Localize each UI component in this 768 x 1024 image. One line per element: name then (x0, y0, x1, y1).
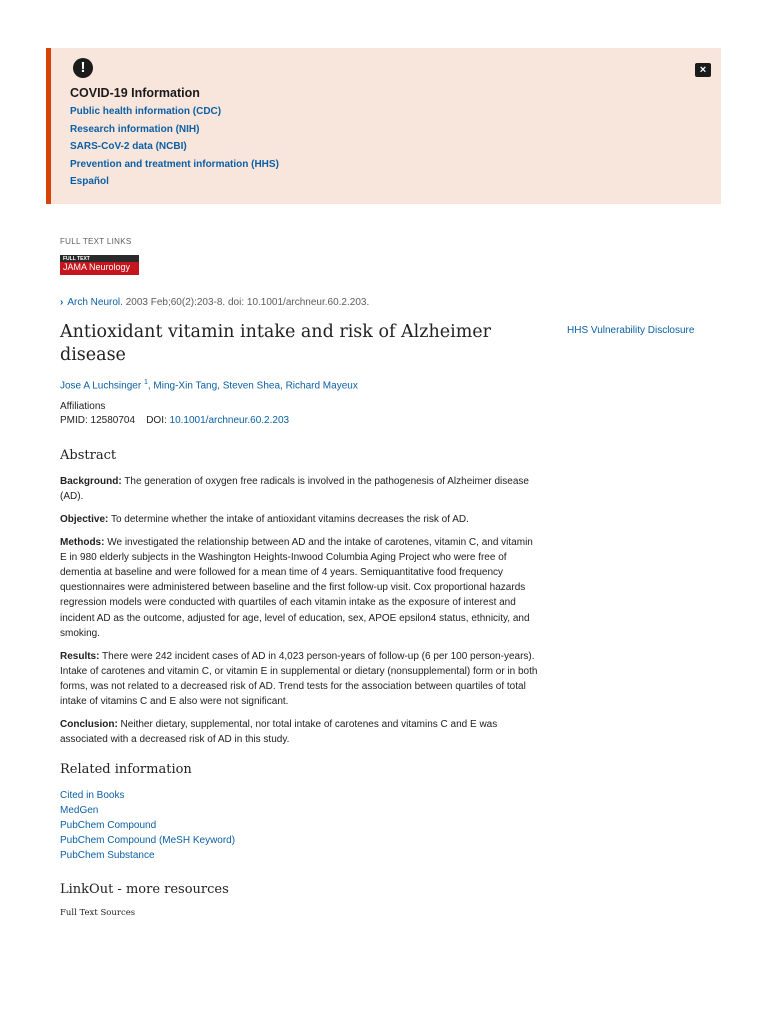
section-label: Methods: (60, 536, 105, 548)
section-text: There were 242 incident cases of AD in 4,023 person-years of follow-up (6 per 100 person-years). Intake of carotenes and vitamin C, or vitamin E in supplemental or dietary (nonsupplemental) form or in both forms, was not related to a decreased risk of AD. Trend tests for the association between quartiles of total intake of vitamins C and E also were not significant. (60, 650, 538, 708)
author-link[interactable]: Ming-Xin Tang (153, 380, 218, 392)
abstract-section-conclusion (60, 717, 538, 747)
jama-neurology-link[interactable] (60, 255, 139, 275)
link-hhs[interactable]: Prevention and treatment information (HHS) (70, 158, 279, 170)
section-text: Neither dietary, supplemental, nor total intake of carotenes and vitamins C and E was associated with a decreased risk of AD in this study. (60, 718, 498, 746)
section-text: We investigated the relationship between AD and the intake of carotenes, vitamin C, and vitamin E in 980 elderly subjects in the Washington Heights-Inwood Columbia Aging Project who were free of dementia at baseline and were followed for a mean time of 4 years. Semiquantitative food frequency questionnaires were administered between baseline and the first follow-up visit. Cox proportional hazards regression models were conducted with quartiles of each vitamin intake as the exposure of interest and incident AD as the outcome, adjusted for age, level of education, sex, APOE epsilon4 status, ethnicity, and smoking. (60, 536, 533, 639)
section-label: Objective: (60, 513, 109, 525)
section-text: To determine whether the intake of antioxidant vitamins decreases the risk of AD. (108, 513, 469, 525)
banner-title: COVID-19 Information (70, 86, 200, 100)
journal-link[interactable]: Arch Neurol. (67, 297, 123, 308)
close-icon[interactable]: × (695, 63, 711, 77)
citation-details: 2003 Feb;60(2):203-8. doi: 10.1001/archneur.60.2.203. (122, 297, 370, 308)
alert-icon: ! (73, 58, 93, 78)
related-info-list (60, 788, 235, 863)
related-link[interactable]: MedGen (60, 805, 99, 817)
doi-link[interactable]: 10.1001/archneur.60.2.203 (169, 415, 290, 426)
abstract-heading: Abstract (60, 448, 117, 463)
covid-banner (46, 48, 721, 204)
abstract-section-background (60, 474, 538, 504)
affiliations-toggle[interactable]: Affiliations (60, 401, 106, 412)
related-info-heading: Related information (60, 762, 192, 777)
related-link[interactable]: PubChem Substance (60, 850, 155, 862)
hhs-vulnerability-link[interactable]: HHS Vulnerability Disclosure (567, 325, 695, 336)
author-link[interactable]: Richard Mayeux (285, 380, 358, 392)
link-cdc[interactable]: Public health information (CDC) (70, 106, 222, 117)
author-link[interactable]: Jose A Luchsinger (60, 380, 142, 392)
article-identifiers (60, 415, 289, 426)
link-nih[interactable]: Research information (NIH) (70, 123, 200, 135)
link-ncbi[interactable]: SARS-CoV-2 data (NCBI) (70, 141, 187, 152)
pmid: PMID: 12580704 (60, 415, 136, 426)
linkout-heading: LinkOut - more resources (60, 882, 229, 897)
banner-links (70, 105, 279, 193)
full-text-links-label: FULL TEXT LINKS (60, 237, 132, 246)
related-link[interactable]: PubChem Compound (60, 820, 157, 832)
link-espanol[interactable]: Español (70, 176, 109, 187)
abstract-section-results (60, 649, 538, 710)
abstract-section-methods (60, 535, 538, 641)
chevron-right-icon[interactable]: › (60, 297, 64, 308)
section-label: Conclusion: (60, 718, 118, 730)
section-text: The generation of oxygen free radicals is involved in the pathogenesis of Alzheimer disease (AD). (60, 476, 529, 503)
doi-label: DOI: (146, 415, 167, 426)
related-link[interactable]: Cited in Books (60, 790, 125, 801)
author-link[interactable]: Steven Shea (222, 380, 280, 392)
badge-journal-name: JAMA Neurology (63, 262, 131, 272)
badge-small-text: FULL TEXT (63, 256, 90, 262)
abstract-body (60, 474, 538, 755)
section-label: Results: (60, 650, 100, 662)
page-title: Antioxidant vitamin intake and risk of Alzheimer disease (60, 322, 492, 365)
abstract-section-objective (60, 512, 538, 527)
related-link[interactable]: PubChem Compound (MeSH Keyword) (60, 835, 236, 847)
citation (60, 297, 369, 308)
section-label: Background: (60, 476, 122, 487)
full-text-sources-heading[interactable]: Full Text Sources (60, 908, 136, 918)
author-affiliation-number[interactable]: 1 (143, 379, 148, 386)
author-list: Jose A Luchsinger $^1$, Ming-Xin Tang, Steven Shea, Richard Mayeux (60, 379, 358, 392)
